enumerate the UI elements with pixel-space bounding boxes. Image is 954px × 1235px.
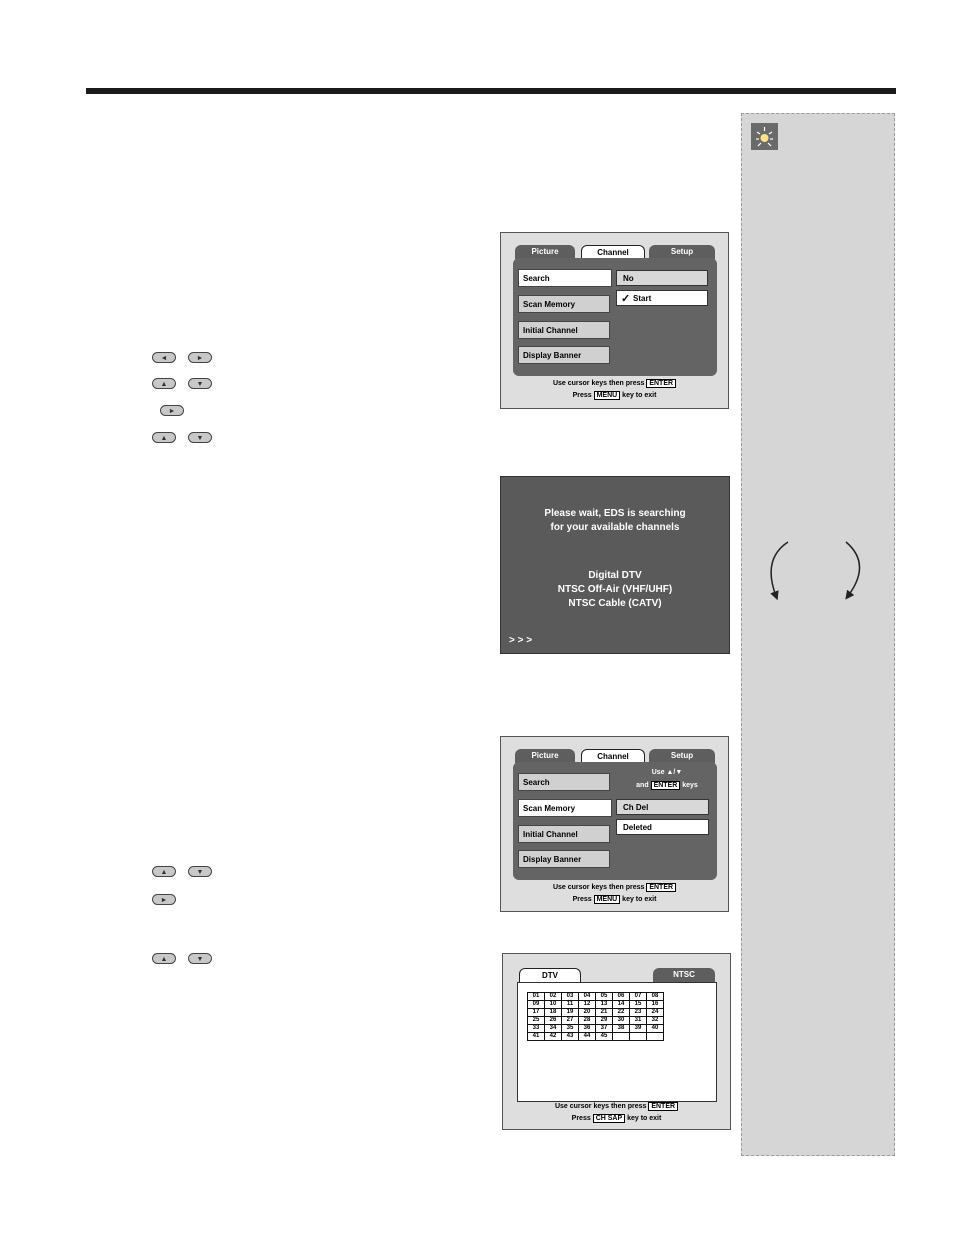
footer-line-2 — [501, 391, 728, 400]
channel-cell: 31 — [630, 1017, 647, 1025]
cycle-arrows-icon — [760, 534, 870, 604]
channel-cell: 40 — [647, 1025, 664, 1033]
header-rule — [86, 88, 896, 94]
grid-row — [528, 1025, 664, 1033]
channel-cell: 43 — [562, 1033, 579, 1041]
up-button-icon: ▲ — [152, 953, 176, 964]
down-button-icon: ▼ — [188, 866, 212, 877]
channel-cell: 08 — [647, 993, 664, 1001]
footer-text: Use cursor keys then press — [552, 380, 645, 387]
grid-row — [528, 1009, 664, 1017]
channel-cell: 02 — [545, 993, 562, 1001]
channel-cell: 12 — [579, 1001, 596, 1009]
footer-line-2 — [503, 1114, 730, 1123]
footer-line-1 — [501, 379, 728, 388]
footer-text: Press — [572, 896, 592, 903]
help-text: and — [636, 782, 649, 789]
channel-cell: 11 — [562, 1001, 579, 1009]
channel-cell: 15 — [630, 1001, 647, 1009]
channel-cell: 17 — [528, 1009, 545, 1017]
tab-channel: Channel — [581, 749, 645, 764]
channel-cell: 28 — [579, 1017, 596, 1025]
footer-text: key to exit — [627, 1115, 662, 1122]
channel-cell: 36 — [579, 1025, 596, 1033]
channel-cell: 23 — [630, 1009, 647, 1017]
tab-setup: Setup — [649, 749, 715, 763]
tab-setup: Setup — [649, 245, 715, 259]
footer-line-1 — [501, 883, 728, 892]
footer-line-2 — [501, 895, 728, 904]
search-message-line-2: for your available channels — [550, 522, 680, 533]
channel-cell: 07 — [630, 993, 647, 1001]
channel-cell: 33 — [528, 1025, 545, 1033]
tab-dtv: DTV — [519, 968, 581, 983]
channel-cell: 45 — [596, 1033, 613, 1041]
right-button-icon: ► — [188, 352, 212, 363]
channel-cell — [647, 1033, 664, 1041]
searching-screenshot — [500, 476, 730, 654]
left-button-icon: ◄ — [152, 352, 176, 363]
up-button-icon: ▲ — [152, 378, 176, 389]
channel-cell: 41 — [528, 1033, 545, 1041]
channel-cell: 05 — [596, 993, 613, 1001]
channel-cell: 37 — [596, 1025, 613, 1033]
channel-cell — [613, 1033, 630, 1041]
down-button-icon: ▼ — [188, 953, 212, 964]
grid-row — [528, 1001, 664, 1009]
down-button-icon: ▼ — [188, 378, 212, 389]
enter-key-label: ENTER — [646, 883, 676, 892]
option-deleted: Deleted — [616, 819, 709, 835]
lightbulb-icon — [751, 123, 778, 150]
menu-item-display-banner: Display Banner — [518, 850, 610, 868]
channel-cell: 16 — [647, 1001, 664, 1009]
help-text: keys — [682, 782, 698, 789]
checkmark-icon: ✓ — [621, 293, 631, 305]
channel-cell: 14 — [613, 1001, 630, 1009]
footer-text: Press — [572, 392, 592, 399]
tab-picture: Picture — [515, 749, 575, 763]
channel-cell: 42 — [545, 1033, 562, 1041]
up-button-icon: ▲ — [152, 432, 176, 443]
channel-cell: 29 — [596, 1017, 613, 1025]
channel-cell: 38 — [613, 1025, 630, 1033]
channel-cell: 01 — [528, 993, 545, 1001]
scan-memory-screenshot — [500, 736, 729, 912]
enter-key-label: ENTER — [646, 379, 676, 388]
menu-item-scan-memory: Scan Memory — [518, 799, 612, 817]
channel-cell: 18 — [545, 1009, 562, 1017]
tab-picture: Picture — [515, 245, 575, 259]
channel-cell: 03 — [562, 993, 579, 1001]
channel-cell: 25 — [528, 1017, 545, 1025]
help-text-line-1: Use ▲/▼ — [651, 769, 683, 776]
enter-key-label: ENTER — [648, 1102, 678, 1111]
help-text-line-2 — [619, 781, 715, 790]
tab-channel: Channel — [581, 245, 645, 260]
enter-key-label: ENTER — [651, 781, 681, 790]
footer-line-1 — [503, 1102, 730, 1111]
channel-cell: 20 — [579, 1009, 596, 1017]
footer-text: Use cursor keys then press — [552, 884, 645, 891]
right-button-icon: ► — [160, 405, 184, 416]
channel-cell: 26 — [545, 1017, 562, 1025]
footer-text: Use cursor keys then press — [554, 1103, 647, 1110]
search-message-line-1: Please wait, EDS is searching — [544, 508, 686, 519]
footer-text: key to exit — [622, 392, 657, 399]
grid-row — [528, 1017, 664, 1025]
channel-cell: 19 — [562, 1009, 579, 1017]
channel-search-screenshot — [500, 232, 729, 409]
dtv-channel-list-screenshot — [502, 953, 731, 1130]
option-start — [616, 290, 708, 306]
menu-item-search: Search — [518, 269, 612, 287]
tab-ntsc: NTSC — [653, 968, 715, 982]
channel-grid — [527, 992, 664, 1041]
down-button-icon: ▼ — [188, 432, 212, 443]
grid-row — [528, 993, 664, 1001]
up-button-icon: ▲ — [152, 866, 176, 877]
channel-cell: 22 — [613, 1009, 630, 1017]
option-no: No — [616, 270, 708, 286]
menu-item-initial-channel: Initial Channel — [518, 321, 610, 339]
channel-cell: 24 — [647, 1009, 664, 1017]
search-item-dtv: Digital DTV — [588, 570, 642, 581]
option-ch-del: Ch Del — [616, 799, 709, 815]
menu-item-display-banner: Display Banner — [518, 346, 610, 364]
channel-cell: 44 — [579, 1033, 596, 1041]
channel-cell: 39 — [630, 1025, 647, 1033]
menu-key-label: MENU — [594, 391, 621, 400]
menu-item-scan-memory: Scan Memory — [518, 295, 610, 313]
right-button-icon: ► — [152, 894, 176, 905]
channel-cell: 06 — [613, 993, 630, 1001]
option-start-label: Start — [633, 294, 652, 303]
channel-cell: 32 — [647, 1017, 664, 1025]
channel-cell: 35 — [562, 1025, 579, 1033]
channel-cell: 10 — [545, 1001, 562, 1009]
channel-cell — [630, 1033, 647, 1041]
channel-cell: 21 — [596, 1009, 613, 1017]
channel-cell: 04 — [579, 993, 596, 1001]
ch-sap-key-label: CH SAP — [593, 1114, 625, 1123]
channel-cell: 09 — [528, 1001, 545, 1009]
channel-cell: 34 — [545, 1025, 562, 1033]
footer-text: Press — [571, 1115, 591, 1122]
search-item-ntsc-cable: NTSC Cable (CATV) — [568, 598, 662, 609]
search-item-ntsc-air: NTSC Off-Air (VHF/UHF) — [557, 584, 673, 595]
channel-cell: 27 — [562, 1017, 579, 1025]
progress-indicator: > > > — [509, 635, 533, 646]
footer-text: key to exit — [622, 896, 657, 903]
menu-key-label: MENU — [594, 895, 621, 904]
channel-cell: 13 — [596, 1001, 613, 1009]
channel-cell: 30 — [613, 1017, 630, 1025]
menu-item-initial-channel: Initial Channel — [518, 825, 610, 843]
tip-sidebar — [741, 113, 895, 1156]
grid-row — [528, 1033, 664, 1041]
menu-item-search: Search — [518, 773, 610, 791]
